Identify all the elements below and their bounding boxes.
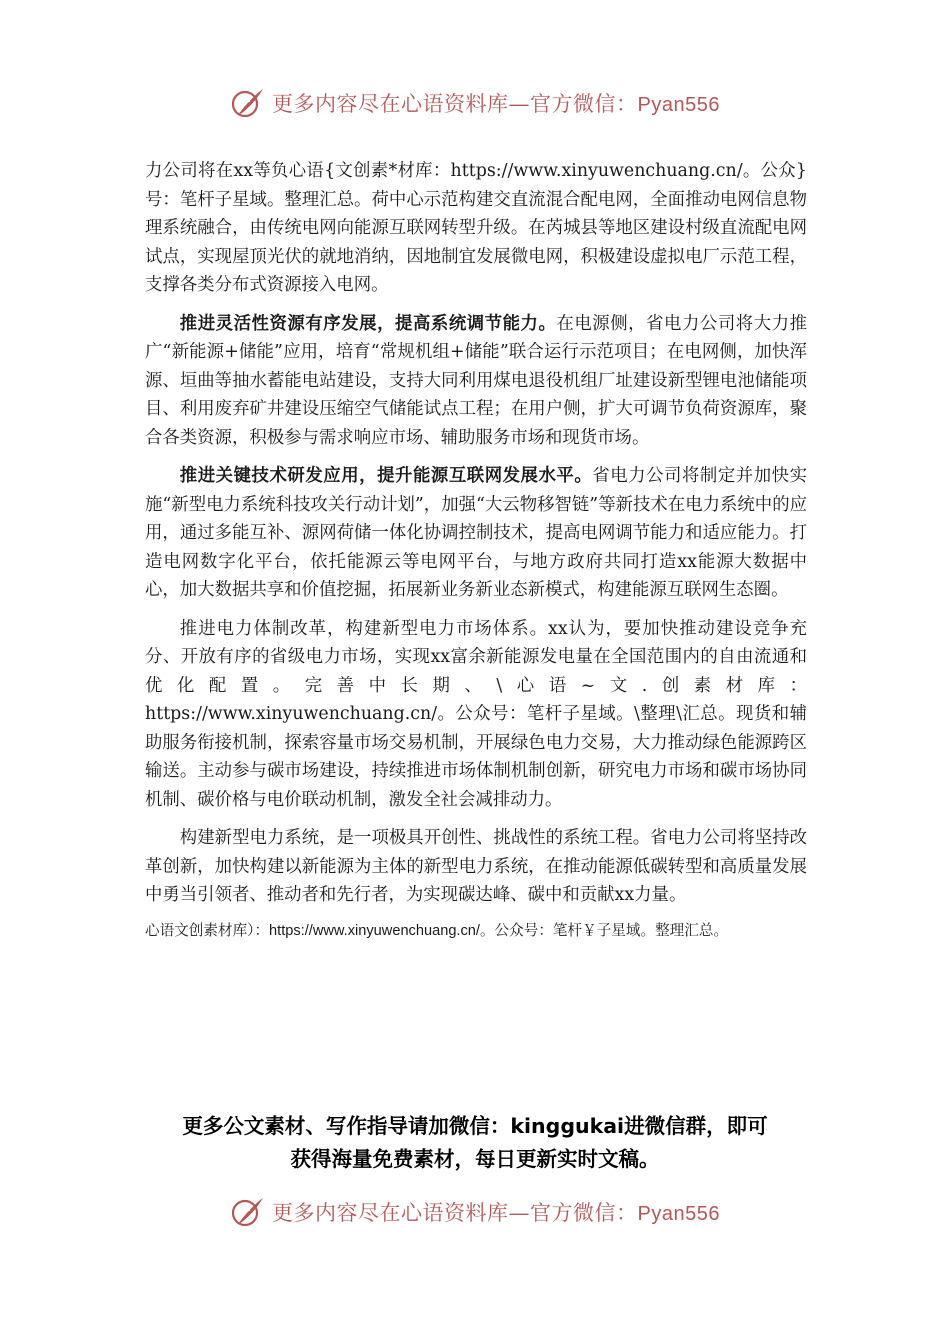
- source-note: 心语文创素材库）：https://www.xinyuwenchuang.cn/。公众号：笔杆￥子星域。整理汇总。: [145, 922, 729, 939]
- header-banner: [0, 78, 950, 128]
- footer-banner: [0, 1187, 950, 1237]
- banner-account: Pyan556: [637, 94, 720, 116]
- paragraph-2-heading: 推进灵活性资源有序发展，提高系统调节能力。: [179, 313, 557, 334]
- banner-text: 更多内容尽在心语资料库—官方微信：Pyan556: [272, 1201, 720, 1225]
- quill-logo-icon: [230, 85, 266, 121]
- banner-text: 更多内容尽在心语资料库—官方微信：Pyan556: [272, 92, 720, 116]
- quill-logo-icon: [230, 1194, 266, 1230]
- promo-line-1: 更多公文素材、写作指导请加微信：kinggukai进微信群，即可: [182, 1114, 768, 1138]
- paragraph-5: 构建新型电力系统，是一项极具开创性、挑战性的系统工程。省电力公司将坚持改革创新，加快构建以新能源为主体的新型电力系统，在推动能源低碳转型和高质量发展中勇当引领者、推动者和先行者，为实现碳达峰、碳中和贡献xx力量。: [145, 828, 807, 905]
- promo-block: [0, 1110, 950, 1176]
- paragraph-2: 推进灵活性资源有序发展，提高系统调节能力。在电源侧，省电力公司将大力推广“新能源+储能”应用，培育“常规机组+储能”联合运行示范项目；在电网侧，加快浑源、垣曲等抽水蓄能电站建设，支持大同利用煤电退役机组厂址建设新型锂电池储能项目、利用废弃矿井建设压缩空气储能试点工程；在用户侧，扩大可调节负荷资源库，聚合各类资源，积极参与需求响应市场、辅助服务市场和现货市场。: [145, 313, 807, 448]
- paragraph-4: 推进电力体制改革，构建新型电力市场体系。xx认为，要加快推动建设竞争充分、开放有序的省级电力市场，实现xx富余新能源发电量在全国范围内的自由流通和优化配置。完善中长期、\心语~文.创素材库：https://www.xinyuwenchuang.cn/。公众号：笔杆子星域。\整理\汇总。现货和辅助服务衔接机制，探索容量市场交易机制，开展绿色电力交易，大力推动绿色能源跨区输送。主动参与碳市场建设，持续推进市场体制机制创新，研究电力市场和碳市场协同机制、碳价格与电价联动机制，激发全社会减排动力。: [145, 618, 807, 810]
- promo-line-2: 获得海量免费素材，每日更新实时文稿。: [290, 1147, 660, 1171]
- banner-account: Pyan556: [637, 1203, 720, 1225]
- paragraph-1: 力公司将在xx等负心语{文创素*材库：https://www.xinyuwenchuang.cn/。公众}号：笔杆子星域。整理汇总。荷中心示范构建交直流混合配电网，全面推动电网信息物理系统融合，由传统电网向能源互联网转型升级。在芮城县等地区建设村级直流配电网试点，实现屋顶光伏的就地消纳，因地制宜发展微电网，积极建设虚拟电厂示范工程，支撑各类分布式资源接入电网。: [145, 161, 807, 295]
- paragraph-3-heading: 推进关键技术研发应用，提升能源互联网发展水平。: [179, 466, 593, 486]
- article-body: [145, 157, 807, 952]
- paragraph-3: 推进关键技术研发应用，提升能源互联网发展水平。省电力公司将制定并加快实施“新型电力系统科技攻关行动计划”，加强“大云物移智链”等新技术在电力系统中的应用，通过多能互补、源网荷储一体化协调控制技术，提高电网调节能力和适应能力。打造电网数字化平台，依托能源云等电网平台，与地方政府共同打造xx能源大数据中心，加大数据共享和价值挖掘，拓展新业务新业态新模式，构建能源互联网生态圈。: [145, 466, 807, 600]
